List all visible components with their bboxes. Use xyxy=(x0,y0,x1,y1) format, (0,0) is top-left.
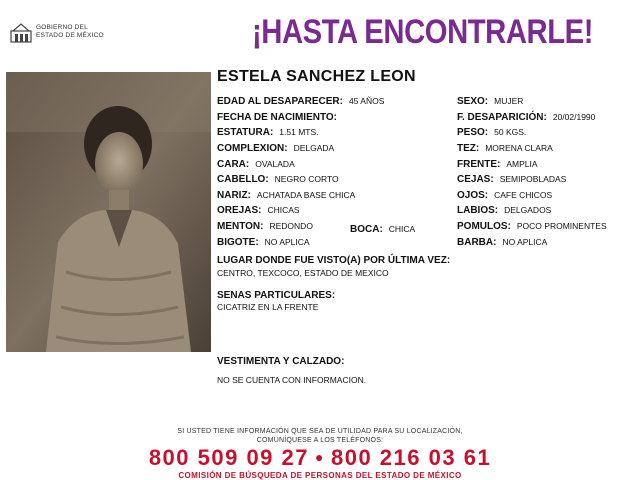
phone-2[interactable]: 800 216 03 61 xyxy=(330,445,492,470)
marks-value: CICATRIZ EN LA FRENTE xyxy=(217,302,319,312)
field-edad: EDAD AL DESAPARECER: 45 AÑOS xyxy=(217,96,385,107)
field-pomulos: POMULOS: POCO PROMINENTES xyxy=(457,221,607,232)
field-cara: CARA: OVALADA xyxy=(217,159,295,170)
field-fecha-desaparicion: F. DESAPARICIÓN: 20/02/1990 xyxy=(457,112,596,123)
field-frente: FRENTE: AMPLIA xyxy=(457,159,538,170)
gov-line-1: GOBIERNO DEL xyxy=(36,24,88,31)
last-seen-label: LUGAR DONDE FUE VISTO(A) POR ÚLTIMA VEZ: xyxy=(217,255,451,266)
contact-note xyxy=(0,427,640,445)
separator-dot-icon: ● xyxy=(315,449,325,465)
field-complexion: COMPLEXION: DELGADA xyxy=(217,143,335,154)
field-boca: BOCA: CHICA xyxy=(350,224,416,235)
contact-note-line-1: SI USTED TIENE INFORMACIÓN QUE SEA DE UTILIDAD PARA SU LOCALIZACIÓN, xyxy=(177,428,463,435)
contact-note-line-2: COMUNÍQUESE A LOS TELÉFONOS: xyxy=(256,437,384,444)
headline: ¡HASTA ENCONTRARLE! xyxy=(252,13,594,51)
field-bigote: BIGOTE: NO APLICA xyxy=(217,237,310,248)
field-ojos: OJOS: CAFE CHICOS xyxy=(457,190,553,201)
field-barba: BARBA: NO APLICA xyxy=(457,237,548,248)
commission-name: COMISIÓN DE BÚSQUEDA DE PERSONAS DEL ESTADO DE MÉXICO xyxy=(178,471,462,480)
person-name: ESTELA SANCHEZ LEON xyxy=(217,68,416,85)
phone-1[interactable]: 800 509 09 27 xyxy=(148,445,310,470)
field-fecha-nacimiento: FECHA DE NACIMIENTO: xyxy=(217,112,337,123)
missing-person-photo xyxy=(6,72,211,352)
field-labios: LABIOS: DELGADOS xyxy=(457,205,552,216)
field-estatura: ESTATURA: 1.51 MTS. xyxy=(217,127,319,138)
clothing-label: VESTIMENTA Y CALZADO: xyxy=(217,356,345,367)
field-nariz: NARIZ: ACHATADA BASE CHICA xyxy=(217,190,356,201)
gov-line-2: ESTADO DE MÉXICO xyxy=(36,32,104,39)
field-menton: MENTON: REDONDO xyxy=(217,221,313,232)
phone-numbers xyxy=(0,445,640,471)
clothing-value: NO SE CUENTA CON INFORMACION. xyxy=(217,375,367,385)
field-peso: PESO: 50 KGS. xyxy=(457,127,527,138)
field-orejas: OREJAS: CHICAS xyxy=(217,205,300,216)
marks-label: SENAS PARTICULARES: xyxy=(217,290,336,301)
field-cejas: CEJAS: SEMIPOBLADAS xyxy=(457,174,567,185)
government-logo-text xyxy=(36,24,104,40)
field-sexo: SEXO: MUJER xyxy=(457,96,524,107)
field-tez: TEZ: MORENA CLARA xyxy=(457,143,553,154)
last-seen-value: CENTRO, TEXCOCO, ESTADO DE MEXICO xyxy=(217,268,389,278)
field-cabello: CABELLO: NEGRO CORTO xyxy=(217,174,339,185)
state-emblem-icon xyxy=(10,22,32,44)
